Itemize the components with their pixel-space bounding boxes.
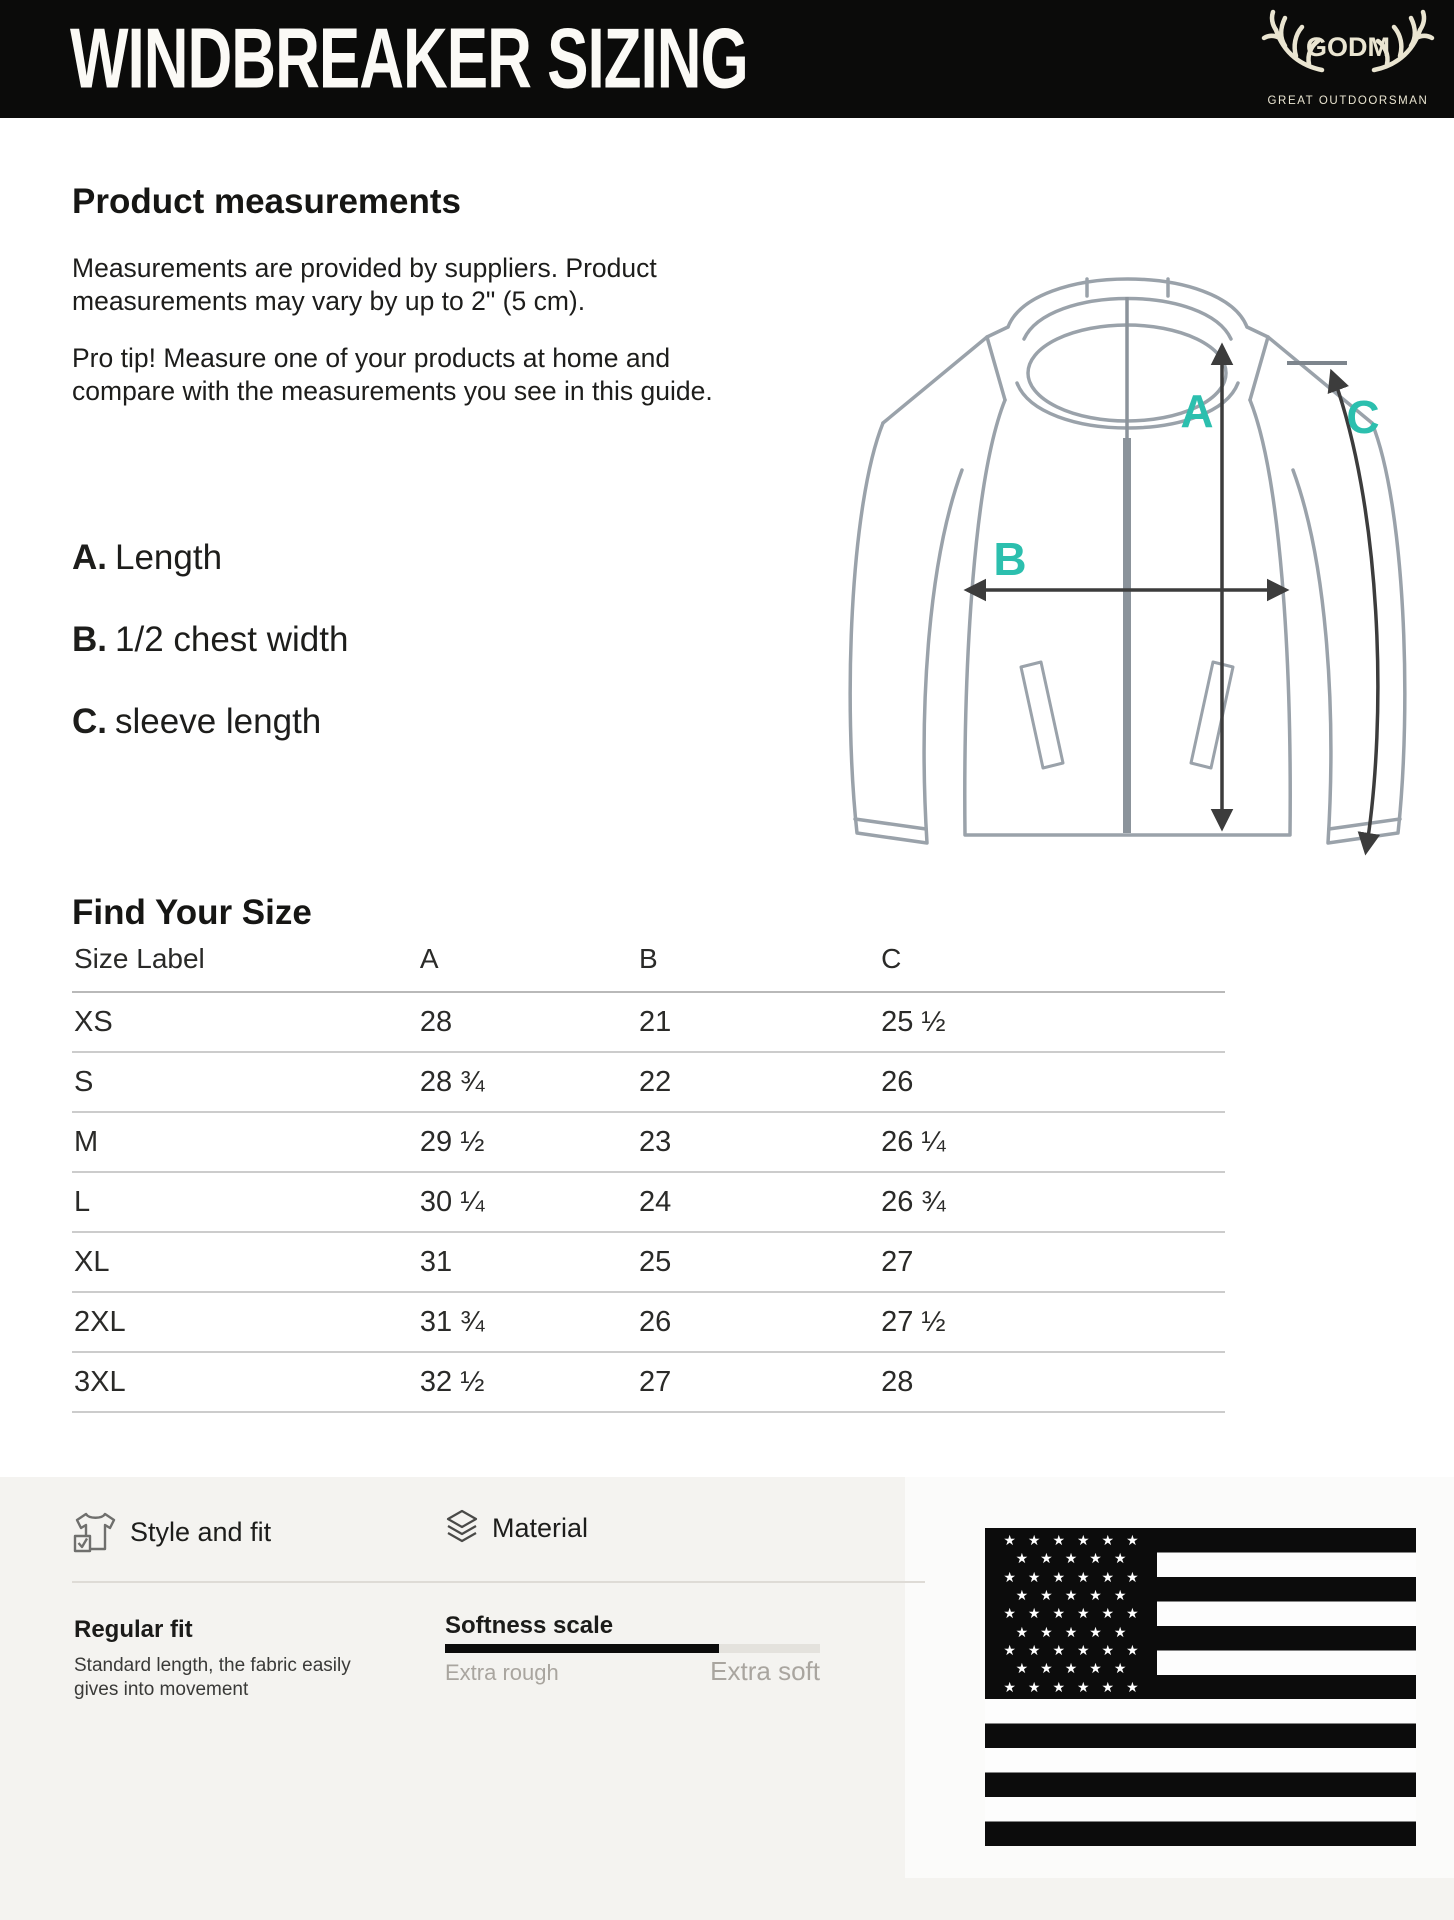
- cell-b: 26: [637, 1292, 879, 1352]
- pro-tip-note: Pro tip! Measure one of your products at home and compare with the measurements you see in this guide.: [72, 343, 713, 406]
- cell-b: 23: [637, 1112, 879, 1172]
- cell-a: 30 ¼: [418, 1172, 637, 1232]
- logo-abbr: GODM: [1306, 32, 1390, 62]
- cell-b: 25: [637, 1232, 879, 1292]
- column-header-c: C: [879, 943, 1225, 992]
- cell-size: M: [72, 1112, 418, 1172]
- usa-flag-icon: [985, 1528, 1416, 1846]
- measurement-b-key: B.: [72, 620, 107, 659]
- cell-c: 26 ¾: [879, 1172, 1225, 1232]
- antlers-icon: [1260, 8, 1436, 92]
- cell-size: S: [72, 1052, 418, 1112]
- cell-c: 26 ¼: [879, 1112, 1225, 1172]
- layers-icon: [446, 1509, 478, 1547]
- size-table: [72, 943, 1225, 1413]
- flag-panel: [905, 1477, 1454, 1878]
- size-table-header-row: [72, 943, 1225, 992]
- flag-star-row: ★★★★★: [1015, 1587, 1139, 1604]
- section-heading-find-your-size: Find Your Size: [72, 893, 312, 932]
- measurement-c: [72, 702, 321, 742]
- measurement-a-key: A.: [72, 538, 107, 577]
- table-row: [72, 1232, 1225, 1292]
- diagram-label-c: C: [1346, 391, 1380, 443]
- details-section: [0, 1477, 1454, 1920]
- cell-size: L: [72, 1172, 418, 1232]
- fit-name: Regular fit: [74, 1616, 193, 1643]
- style-and-fit-label: Style and fit: [130, 1516, 272, 1547]
- flag-star-row: ★★★★★: [1015, 1660, 1139, 1677]
- style-and-fit-header: [72, 1509, 271, 1555]
- cell-c: 28: [879, 1352, 1225, 1412]
- cell-c: 27: [879, 1232, 1225, 1292]
- cell-c: 25 ½: [879, 992, 1225, 1052]
- measurement-b: [72, 620, 348, 660]
- sleeve-arrow: [1332, 373, 1378, 851]
- measurement-a: [72, 538, 222, 578]
- cell-a: 31: [418, 1232, 637, 1292]
- measurement-c-key: C.: [72, 702, 107, 741]
- softness-min-label: Extra rough: [445, 1660, 559, 1685]
- brand-logo: [1260, 8, 1436, 110]
- measurement-c-label: sleeve length: [115, 702, 322, 741]
- measurements-note: Measurements are provided by suppliers. Product measurements may vary by up to 2" (5 cm).: [72, 253, 657, 316]
- diagram-label-b: B: [993, 533, 1027, 585]
- section-heading-product-measurements: Product measurements: [72, 182, 462, 221]
- column-header-a: A: [418, 943, 637, 992]
- softness-scale-bar: [445, 1644, 820, 1653]
- cell-a: 31 ¾: [418, 1292, 637, 1352]
- flag-canton: [985, 1528, 1157, 1699]
- flag-star-row: ★★★★★★: [1003, 1568, 1151, 1585]
- logo-name: GREAT OUTDOORSMAN: [1267, 95, 1429, 107]
- column-header-b: B: [637, 943, 879, 992]
- cell-a: 28 ¾: [418, 1052, 637, 1112]
- table-row: [72, 1172, 1225, 1232]
- details-divider: [72, 1581, 925, 1583]
- cell-size: XS: [72, 992, 418, 1052]
- table-row: [72, 1052, 1225, 1112]
- material-header: [446, 1509, 588, 1547]
- material-label: Material: [492, 1512, 589, 1543]
- measurement-a-label: Length: [115, 538, 223, 577]
- cell-b: 24: [637, 1172, 879, 1232]
- flag-star-row: ★★★★★★: [1003, 1605, 1151, 1622]
- flag-star-row: ★★★★★: [1015, 1623, 1139, 1640]
- table-row: [72, 1292, 1225, 1352]
- softness-bar-fill: [445, 1644, 719, 1653]
- cell-b: 21: [637, 992, 879, 1052]
- table-row: [72, 1352, 1225, 1412]
- flag-star-row: ★★★★★★: [1003, 1642, 1151, 1659]
- jacket-measurement-diagram: [835, 235, 1420, 880]
- header-banner: [0, 0, 1454, 118]
- softness-scale-label: Softness scale: [445, 1612, 614, 1639]
- cell-size: 2XL: [72, 1292, 418, 1352]
- flag-star-row: ★★★★★★: [1003, 1532, 1151, 1549]
- column-header-size-label: Size Label: [72, 943, 418, 992]
- tshirt-check-icon: [72, 1509, 116, 1555]
- cell-c: 26: [879, 1052, 1225, 1112]
- cell-a: 29 ½: [418, 1112, 637, 1172]
- softness-max-label: Extra soft: [710, 1656, 820, 1686]
- cell-size: 3XL: [72, 1352, 418, 1412]
- cell-a: 28: [418, 992, 637, 1052]
- cell-b: 27: [637, 1352, 879, 1412]
- measurement-b-label: 1/2 chest width: [115, 620, 349, 659]
- cell-a: 32 ½: [418, 1352, 637, 1412]
- table-row: [72, 992, 1225, 1052]
- flag-star-row: ★★★★★★: [1003, 1678, 1151, 1695]
- cell-size: XL: [72, 1232, 418, 1292]
- flag-star-row: ★★★★★: [1015, 1550, 1139, 1567]
- diagram-label-a: A: [1180, 385, 1214, 437]
- table-row: [72, 1112, 1225, 1172]
- fit-description: Standard length, the fabric easily gives into movement: [74, 1655, 351, 1700]
- cell-b: 22: [637, 1052, 879, 1112]
- page-title: WINDBREAKER SIZING: [70, 11, 748, 107]
- cell-c: 27 ½: [879, 1292, 1225, 1352]
